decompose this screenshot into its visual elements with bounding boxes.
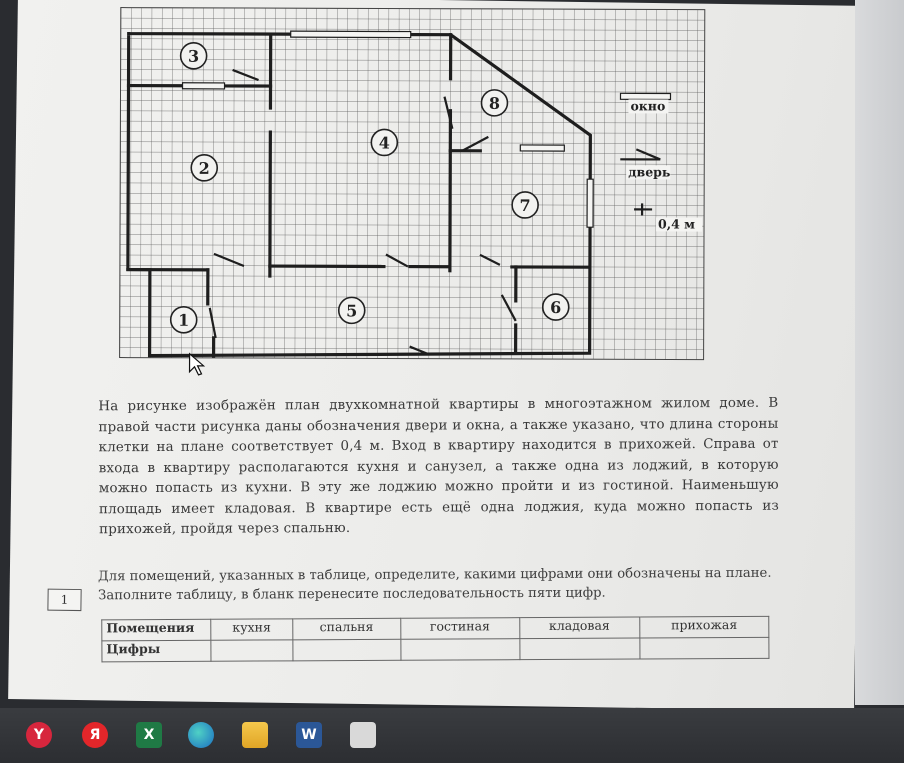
table-cell-digit[interactable] xyxy=(519,638,639,660)
edge-browser-icon[interactable] xyxy=(188,722,214,748)
table-cell-room: гостиная xyxy=(400,618,519,640)
yandex-icon[interactable]: Я xyxy=(82,722,108,748)
room-5-label xyxy=(339,297,365,323)
legend-scale-label: 0,4 м xyxy=(658,216,696,232)
table-cell-room: кладовая xyxy=(519,617,639,639)
window-room-7 xyxy=(520,145,564,151)
svg-text:7: 7 xyxy=(519,195,531,215)
svg-text:4: 4 xyxy=(378,133,390,153)
svg-text:3: 3 xyxy=(188,46,200,66)
answer-table xyxy=(101,616,769,662)
yandex-browser-icon[interactable]: Y xyxy=(26,722,52,748)
rooms-row-header: Помещения xyxy=(102,619,211,641)
file-explorer-icon[interactable] xyxy=(242,722,268,748)
table-cell-room: спальня xyxy=(292,618,400,640)
task-number-box: 1 xyxy=(47,589,81,611)
table-row xyxy=(102,637,769,661)
problem-description: На рисунке изображён план двухкомнатной квартиры в многоэтажном жилом доме. В правой части рисунка даны обозначения двери и окна, а также указано, что длина стороны клетки на плане соответствует 0,4 м. Вход в квартиру находится в прихожей. Справа от входа в квартиру располагаются кухня и санузел, а также одна из лоджий, в которую можно попасть из кухни. В эту же лоджию можно пройти и из гостиной. Наименьшую площадь имеет кладовая. В квартире есть ещё одна лоджия, куда можно попасть из прихожей, пройдя через спальню. xyxy=(98,395,779,538)
window-room-3 xyxy=(183,83,225,89)
svg-text:2: 2 xyxy=(198,158,210,178)
room-4-label xyxy=(371,129,397,155)
legend-door-label: дверь xyxy=(628,164,671,180)
task-instruction: Для помещений, указанных в таблице, определите, какими цифрами они обозначены на плане. Заполните таблицу, в бланк перенесите последовательность пяти цифр. xyxy=(97,565,772,604)
svg-text:6: 6 xyxy=(550,298,562,318)
room-6-label xyxy=(543,294,569,320)
windows-taskbar xyxy=(0,708,904,763)
table-cell-digit[interactable] xyxy=(640,637,769,659)
room-8-label xyxy=(481,90,507,116)
room-7-label xyxy=(512,192,538,218)
window-right xyxy=(587,179,593,227)
svg-text:8: 8 xyxy=(488,93,501,113)
room-1-label xyxy=(171,307,197,333)
word-icon[interactable]: W xyxy=(296,722,322,748)
table-cell-digit[interactable] xyxy=(401,639,520,661)
plan-grid xyxy=(120,8,705,360)
room-3-label xyxy=(181,43,207,69)
legend-window-label: окно xyxy=(630,98,666,114)
floor-plan xyxy=(12,0,864,406)
table-cell-room: кухня xyxy=(211,619,293,640)
svg-text:1: 1 xyxy=(178,310,190,330)
table-cell-digit[interactable] xyxy=(293,639,401,661)
scanned-textbook-page xyxy=(8,0,864,711)
digits-row-header: Цифры xyxy=(102,640,211,662)
table-cell-digit[interactable] xyxy=(211,640,293,661)
notes-app-icon[interactable] xyxy=(350,722,376,748)
screen-side-shade xyxy=(855,0,904,705)
window-top xyxy=(291,31,411,37)
room-2-label xyxy=(191,155,217,181)
excel-icon[interactable]: X xyxy=(136,722,162,748)
svg-text:5: 5 xyxy=(346,301,358,321)
table-cell-room: прихожая xyxy=(639,616,768,638)
